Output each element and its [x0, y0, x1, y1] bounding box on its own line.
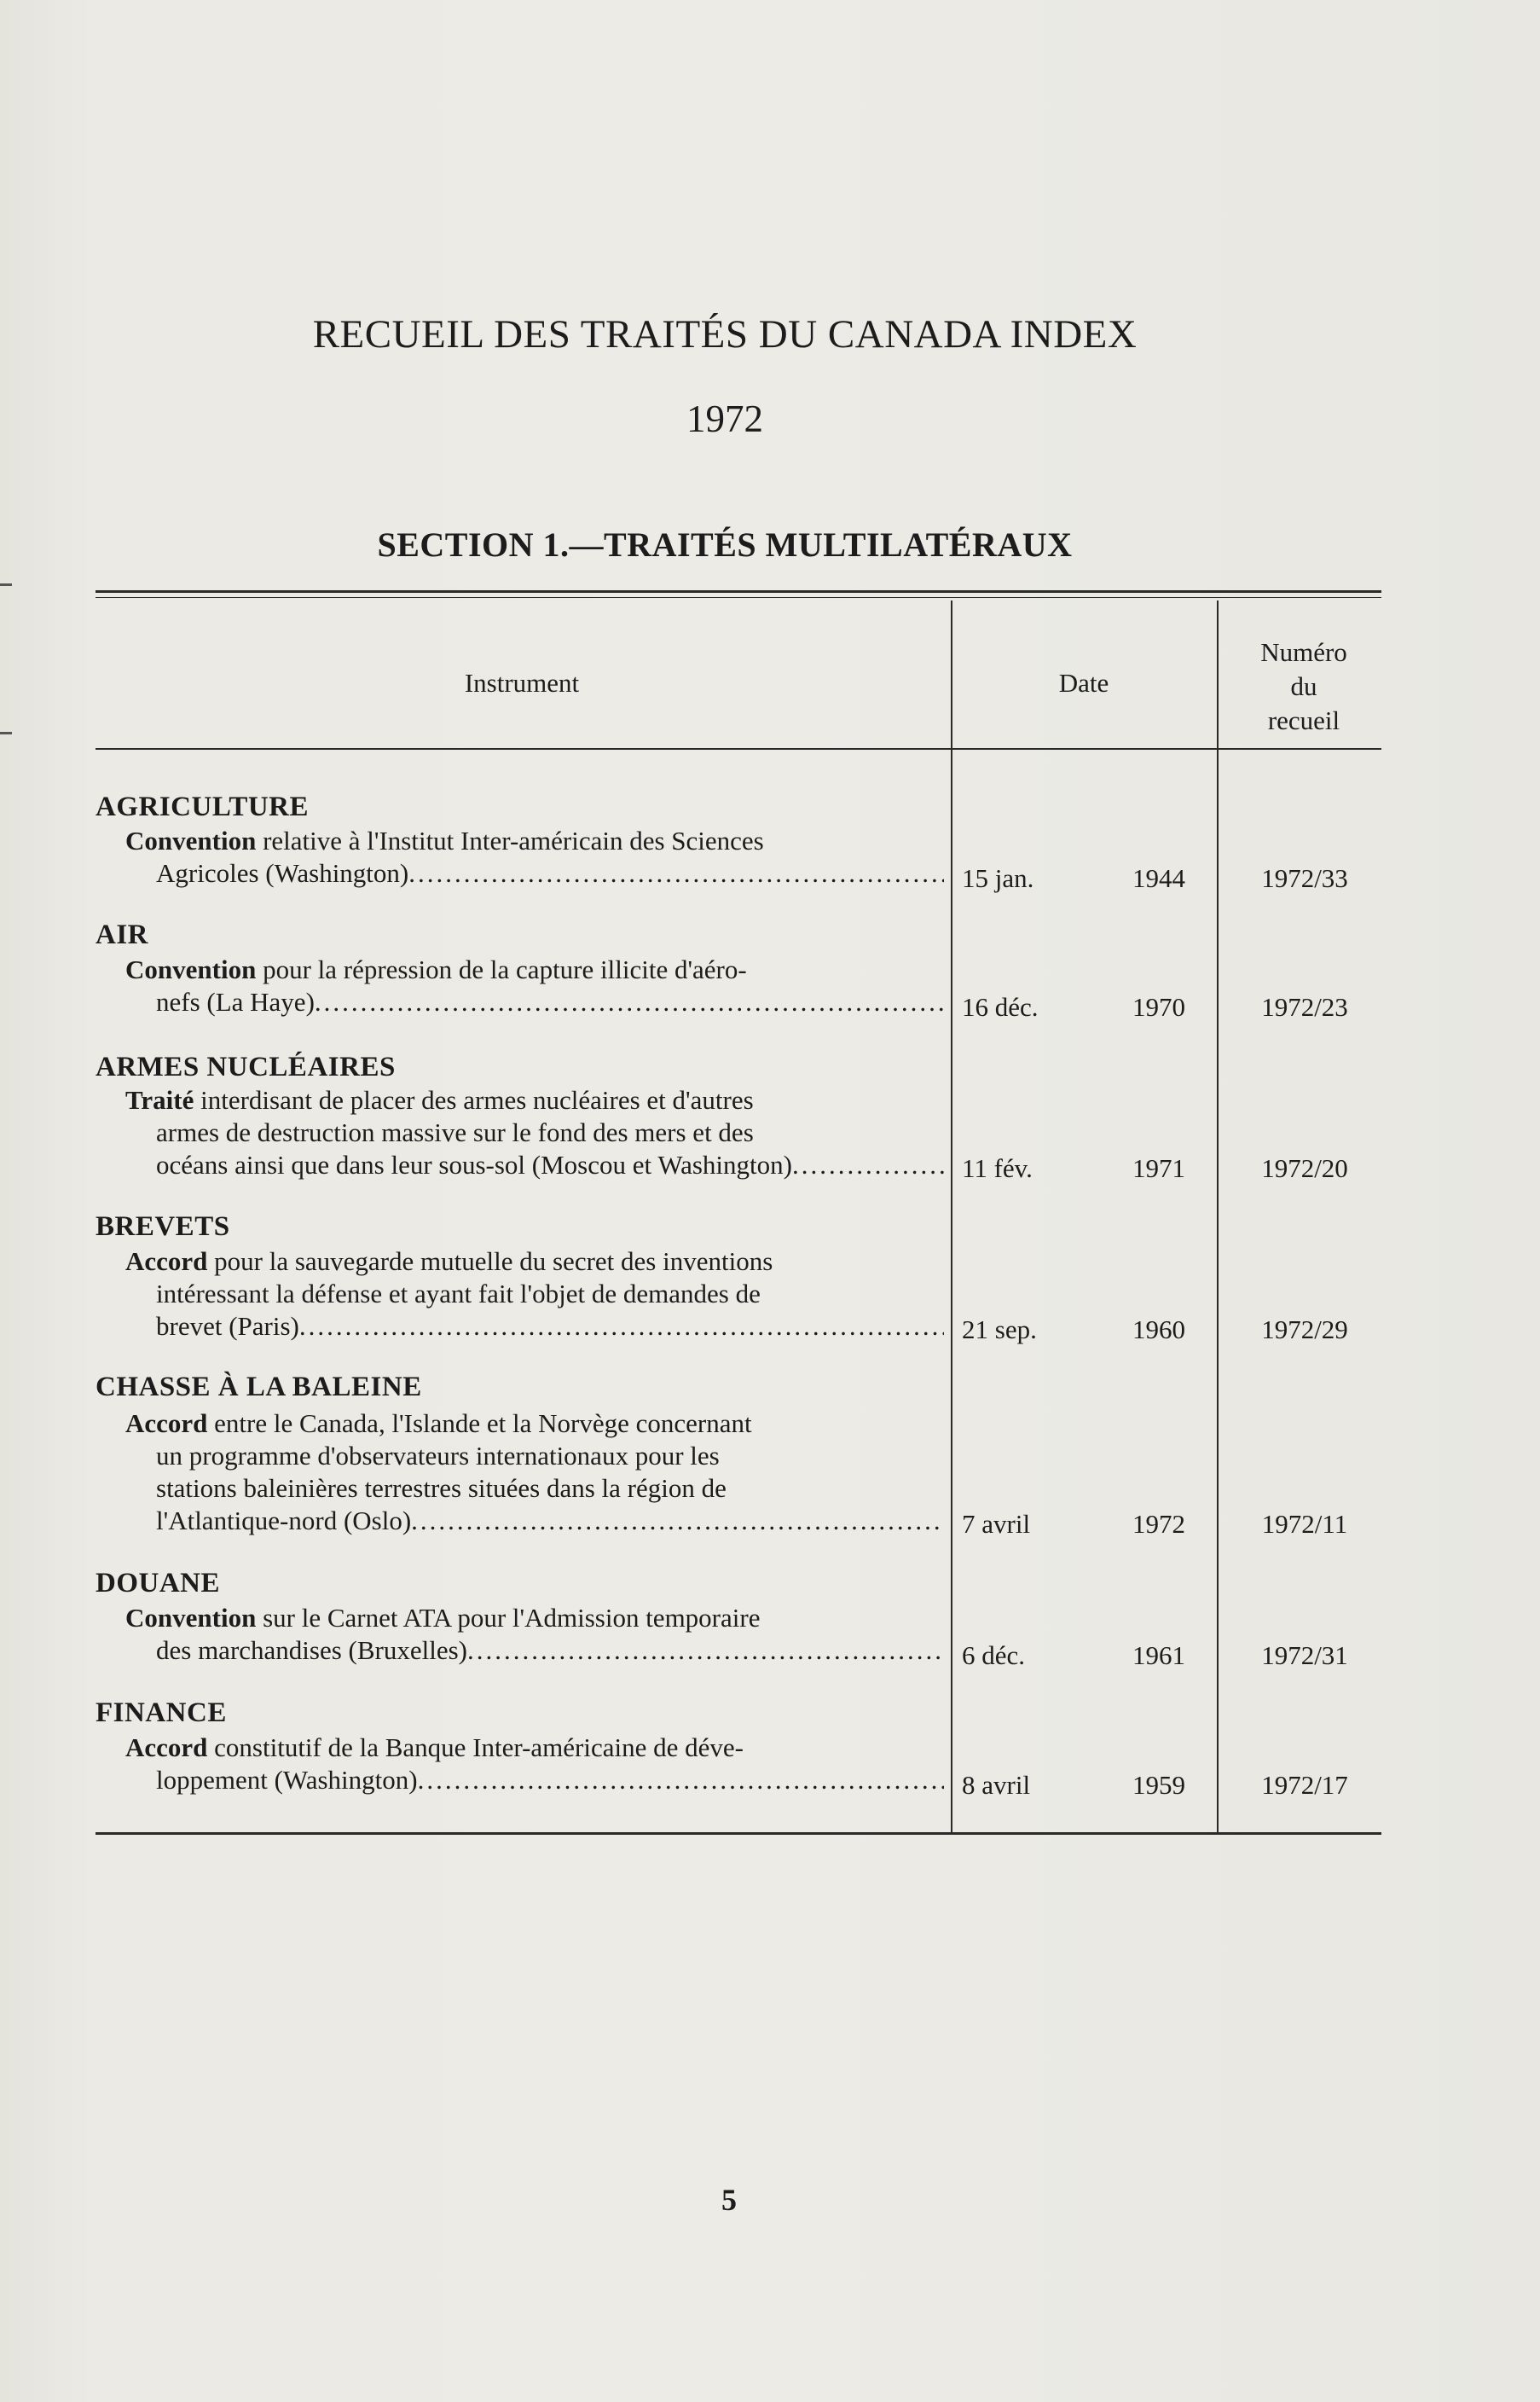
instrument-text-line: Agricoles (Washington) [156, 858, 409, 888]
date-day: 7 avril [962, 1509, 1031, 1539]
instrument-type: Accord [125, 1246, 208, 1276]
instrument-text-line: nefs (La Haye) [156, 987, 315, 1017]
date-year: 1971 [1132, 1153, 1185, 1183]
instrument-description [125, 1732, 944, 1796]
page-number: 5 [721, 2183, 737, 2217]
instrument-text: entre le Canada, l'Islande et la Norvège concernant [214, 1408, 752, 1438]
date-year: 1970 [1132, 992, 1185, 1022]
instrument-text-line: armes de destruction massive sur le fond des mers et des [156, 1117, 754, 1147]
margin-mark [0, 583, 12, 586]
column-header-number: Numéro du recueil [1260, 637, 1347, 735]
category-heading: FINANCE [96, 1697, 227, 1728]
column-divider-number [1217, 600, 1219, 1832]
instrument-text: sur le Carnet ATA pour l'Admission temporaire [263, 1603, 761, 1633]
section-heading: SECTION 1.—TRAITÉS MULTILATÉRAUX [377, 525, 1073, 564]
header-bottom-rule [96, 748, 1381, 750]
dot-leader [418, 1764, 944, 1796]
category-heading: AIR [96, 920, 149, 950]
instrument-description [125, 825, 944, 890]
treaty-number: 1972/11 [1261, 1509, 1348, 1539]
instrument-type: Accord [125, 1408, 208, 1438]
instrument-text-line: brevet (Paris) [156, 1311, 299, 1341]
treaty-number: 1972/31 [1261, 1640, 1348, 1670]
instrument-text: constitutif de la Banque Inter-américaine de déve- [214, 1732, 744, 1762]
table-top-rule-thin [96, 597, 1381, 598]
date-day: 6 déc. [962, 1640, 1026, 1670]
instrument-text-line: intéressant la défense et ayant fait l'objet de demandes de [156, 1279, 761, 1308]
instrument-description [125, 1245, 944, 1343]
instrument-text: interdisant de placer des armes nucléaires et d'autres [200, 1085, 754, 1115]
treaty-number: 1972/29 [1261, 1314, 1348, 1344]
treaty-number: 1972/23 [1261, 992, 1348, 1022]
instrument-type: Convention [125, 826, 257, 856]
dot-leader [411, 1505, 944, 1537]
dot-leader [315, 986, 944, 1018]
category-heading: AGRICULTURE [96, 792, 310, 822]
category-heading: CHASSE À LA BALEINE [96, 1372, 422, 1402]
column-header-instrument: Instrument [464, 668, 580, 698]
instrument-description [125, 1084, 944, 1181]
date-year: 1959 [1132, 1770, 1185, 1800]
date-year: 1961 [1132, 1640, 1185, 1670]
date-year: 1960 [1132, 1314, 1185, 1344]
instrument-text-line: océans ainsi que dans leur sous-sol (Moscou et Washington) [156, 1150, 792, 1180]
instrument-description [125, 954, 944, 1018]
treaty-number: 1972/17 [1261, 1770, 1348, 1800]
category-heading: ARMES NUCLÉAIRES [96, 1052, 396, 1082]
instrument-text-line: des marchandises (Bruxelles) [156, 1635, 467, 1665]
treaty-number: 1972/20 [1261, 1153, 1348, 1183]
instrument-description [125, 1602, 944, 1667]
date-day: 8 avril [962, 1770, 1031, 1800]
instrument-text-line: loppement (Washington) [156, 1765, 418, 1795]
instrument-description [125, 1407, 944, 1537]
date-day: 15 jan. [962, 863, 1034, 893]
date-day: 11 fév. [962, 1153, 1033, 1183]
instrument-type: Accord [125, 1732, 208, 1762]
column-header-date: Date [1058, 668, 1109, 698]
instrument-text: relative à l'Institut Inter-américain des Sciences [263, 826, 764, 856]
page-title: RECUEIL DES TRAITÉS DU CANADA INDEX [312, 312, 1138, 357]
instrument-type: Convention [125, 1603, 257, 1633]
dot-leader [467, 1634, 944, 1667]
dot-leader [408, 857, 944, 890]
margin-mark [0, 732, 12, 734]
date-day: 16 déc. [962, 992, 1039, 1022]
instrument-text: pour la répression de la capture illicite d'aéro- [263, 954, 747, 984]
instrument-text-line: stations baleinières terrestres situées dans la région de [156, 1473, 727, 1503]
instrument-text: pour la sauvegarde mutuelle du secret des inventions [214, 1246, 773, 1276]
dot-leader [299, 1310, 944, 1343]
category-heading: DOUANE [96, 1568, 221, 1598]
instrument-text-line: l'Atlantique-nord (Oslo) [156, 1506, 412, 1535]
category-heading: BREVETS [96, 1211, 230, 1242]
column-divider-date [951, 600, 952, 1832]
date-day: 21 sep. [962, 1314, 1037, 1344]
treaty-number: 1972/33 [1261, 863, 1348, 893]
date-year: 1972 [1132, 1509, 1185, 1539]
instrument-text-line: un programme d'observateurs internationaux pour les [156, 1441, 720, 1471]
instrument-type: Convention [125, 954, 257, 984]
dot-leader [792, 1149, 944, 1181]
date-year: 1944 [1132, 863, 1185, 893]
instrument-type: Traité [125, 1085, 194, 1115]
table-top-rule [96, 590, 1381, 593]
page-year: 1972 [686, 397, 763, 440]
table-bottom-rule [96, 1832, 1381, 1835]
